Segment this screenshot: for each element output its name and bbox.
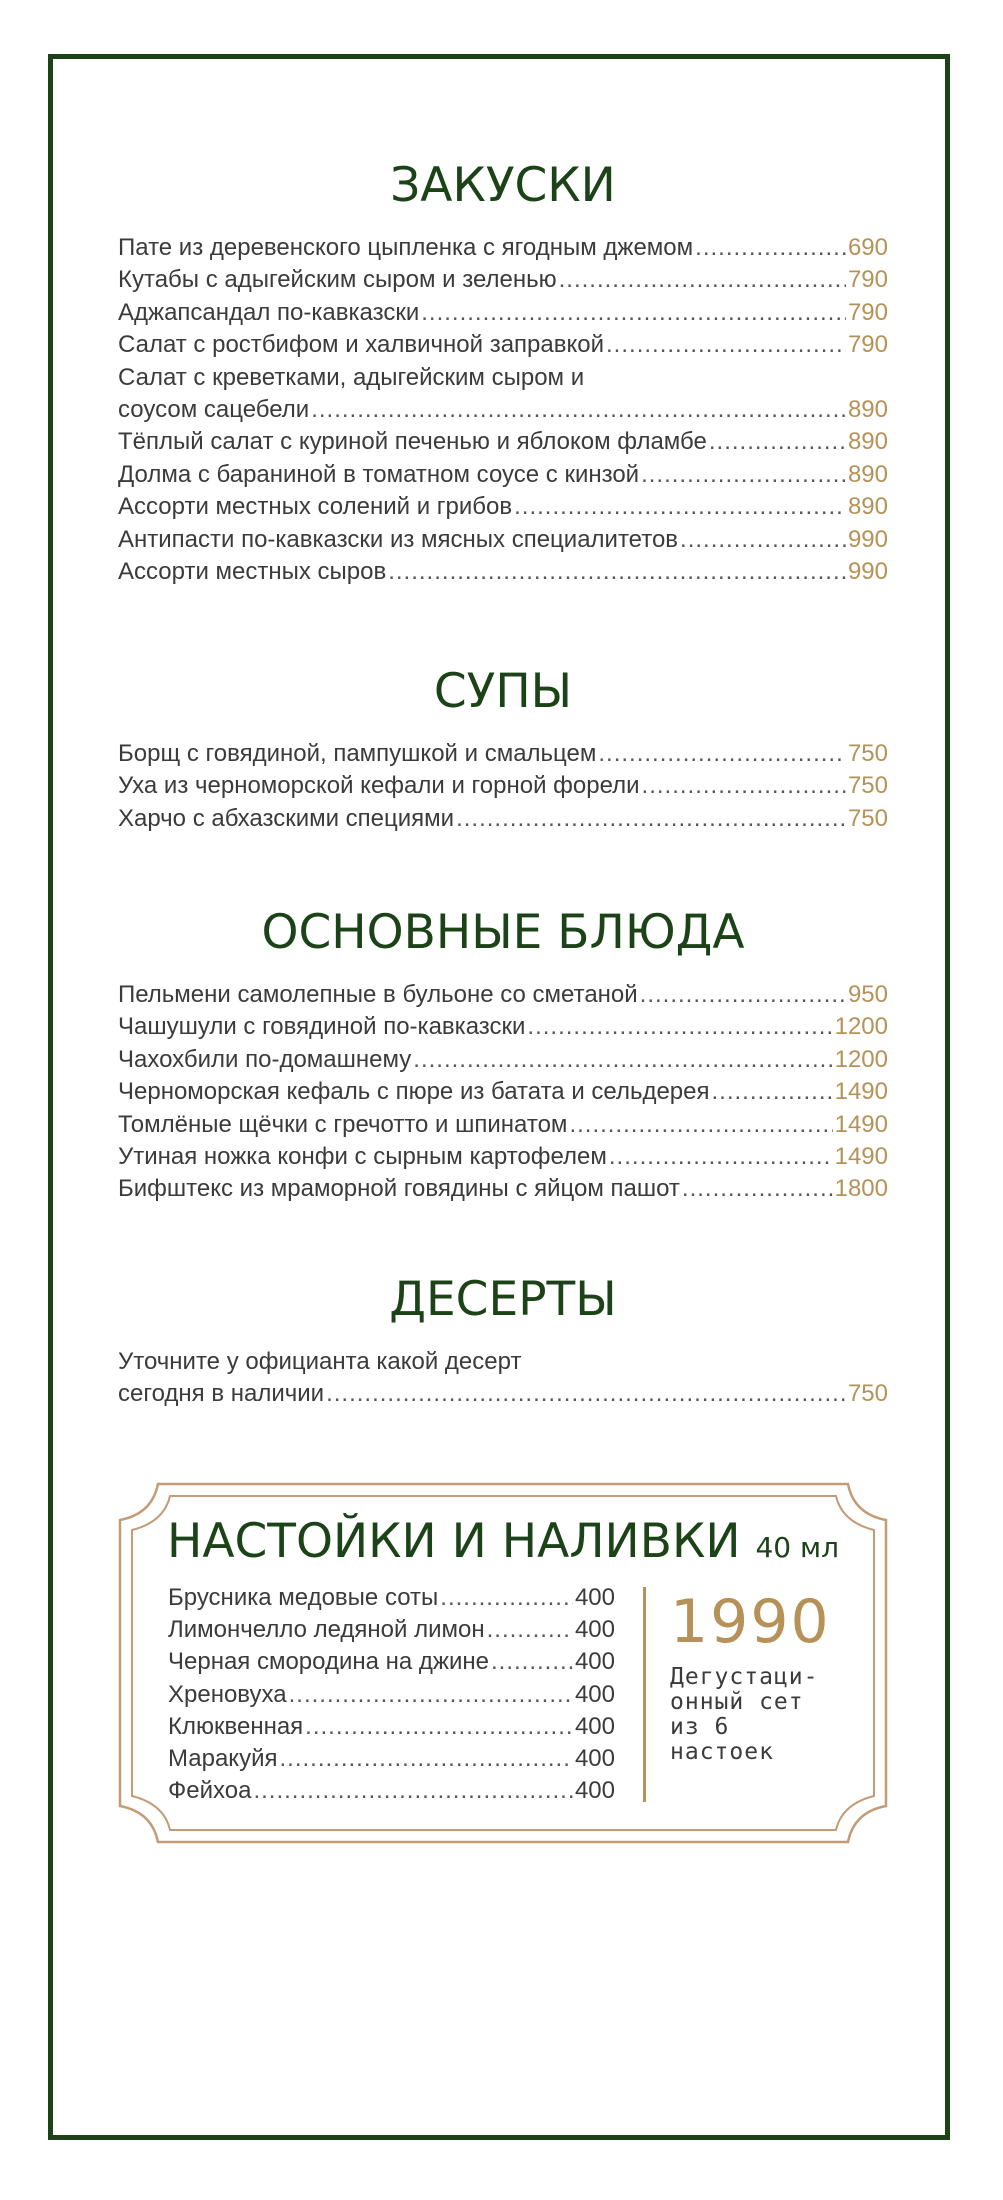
menu-item	[118, 426, 888, 458]
item-name: Ассорти местных сыров	[118, 558, 387, 586]
item-price: 750	[847, 1380, 888, 1408]
menu-item	[118, 1109, 888, 1141]
section-title-osnovnye: ОСНОВНЫЕ БЛЮДА	[261, 905, 745, 960]
item-name: Бифштекс из мраморной говядины с яйцом пашот	[118, 1175, 680, 1203]
nastoyki-list	[168, 1582, 615, 1807]
leader-dots	[514, 491, 846, 523]
leader-dots	[642, 770, 846, 802]
section-title-zakuski: ЗАКУСКИ	[390, 158, 616, 213]
leader-dots	[421, 297, 846, 329]
item-name-line2: соусом сацебели	[118, 396, 310, 424]
item-name: Уха из черноморской кефали и горной форели	[118, 772, 640, 800]
item-name: Пельмени самолепные в бульоне со сметаной	[118, 981, 638, 1008]
menu-item	[118, 1346, 888, 1411]
tasting-set-desc-line: Дегустаци-	[670, 1664, 819, 1690]
nastoyki-title	[118, 1514, 888, 1576]
leader-dots	[305, 1711, 573, 1743]
section-title-supy: СУПЫ	[433, 664, 573, 719]
leader-dots	[487, 1614, 573, 1646]
item-name: Салат с ростбифом и халвичной заправкой	[118, 331, 605, 359]
item-name: Тёплый салат с куриной печенью и яблоком фламбе	[118, 428, 707, 456]
item-price: 1490	[834, 1110, 888, 1138]
item-name: Харчо с абхазскими специями	[118, 804, 455, 832]
item-price: 400	[574, 1616, 615, 1644]
menu-item	[168, 1646, 615, 1678]
item-price: 400	[574, 1777, 615, 1805]
item-name: Маракуйя	[168, 1745, 278, 1773]
leader-dots	[413, 1044, 832, 1076]
menu-item	[168, 1775, 615, 1807]
item-price: 690	[847, 234, 888, 261]
leader-dots	[640, 979, 846, 1011]
leader-dots	[311, 394, 846, 426]
menu-item	[118, 329, 888, 361]
item-price: 400	[574, 1680, 615, 1708]
item-price: 950	[847, 981, 888, 1008]
leader-dots	[641, 459, 846, 491]
item-price: 400	[574, 1584, 615, 1611]
zakuski-list	[118, 232, 888, 588]
menu-item	[118, 738, 888, 770]
menu-item	[118, 556, 888, 588]
menu-item	[118, 1076, 888, 1108]
item-price: 890	[847, 493, 888, 521]
leader-dots	[682, 1173, 833, 1205]
menu-item	[168, 1711, 615, 1743]
item-price: 400	[574, 1745, 615, 1773]
item-price: 790	[847, 298, 888, 326]
item-name: Клюквенная	[168, 1712, 304, 1740]
leader-dots	[680, 524, 846, 556]
item-name: Аджапсандал по-кавказски	[118, 298, 420, 326]
item-price: 1200	[834, 1045, 888, 1073]
item-price: 990	[847, 525, 888, 553]
item-price: 790	[847, 266, 888, 294]
menu-item	[118, 803, 888, 835]
menu-item	[168, 1614, 615, 1646]
item-name: Черноморская кефаль с пюре из батата и сельдерея	[118, 1078, 710, 1106]
menu-item	[118, 1044, 888, 1076]
item-price: 400	[574, 1648, 615, 1676]
item-name: Утиная ножка конфи с сырным картофелем	[118, 1143, 607, 1171]
item-price: 1800	[834, 1175, 888, 1203]
item-name: Томлёные щёчки с гречотто и шпинатом	[118, 1110, 568, 1138]
item-price: 1490	[834, 1078, 888, 1106]
item-name: Ассорти местных солений и грибов	[118, 493, 513, 521]
nastoyki-unit: 40 мл	[755, 1531, 840, 1564]
menu-item	[118, 1141, 888, 1173]
tasting-set	[670, 1587, 870, 1765]
leader-dots	[326, 1378, 846, 1410]
item-name: Кутабы с адыгейским сыром и зеленью	[118, 266, 557, 294]
item-name: Фейхоа	[168, 1777, 252, 1805]
supy-list	[118, 738, 888, 835]
item-price: 890	[847, 396, 888, 424]
item-price: 750	[847, 804, 888, 832]
leader-dots	[491, 1646, 573, 1678]
section-supy	[118, 664, 888, 835]
leader-dots	[598, 738, 846, 770]
menu-item	[168, 1679, 615, 1711]
menu-item	[118, 297, 888, 329]
item-name-line1: Салат с креветками, адыгейским сыром и	[118, 363, 585, 391]
item-name: Лимончелло ледяной лимон	[168, 1616, 485, 1644]
item-price: 790	[847, 331, 888, 359]
item-name: Долма с бараниной в томатном соусе с кинзой	[118, 460, 640, 488]
item-name-line1: Уточните у официанта какой десерт	[118, 1348, 522, 1375]
leader-dots	[279, 1743, 572, 1775]
menu-item	[118, 1173, 888, 1205]
menu-item	[118, 232, 888, 264]
item-name-line2: сегодня в наличии	[118, 1380, 325, 1408]
menu-item	[118, 979, 888, 1011]
item-price: 1490	[834, 1143, 888, 1171]
leader-dots	[527, 1011, 832, 1043]
menu-item	[118, 459, 888, 491]
leader-dots	[253, 1775, 573, 1807]
item-price: 890	[847, 428, 888, 456]
item-name: Хреновуха	[168, 1680, 287, 1708]
item-price: 400	[574, 1712, 615, 1740]
osnovnye-list	[118, 979, 888, 1206]
item-name: Антипасти по-кавказски из мясных специалитетов	[118, 525, 679, 553]
tasting-set-desc-line: из 6	[670, 1714, 730, 1740]
leader-dots	[606, 329, 846, 361]
vertical-divider	[643, 1587, 646, 1802]
leader-dots	[609, 1141, 833, 1173]
leader-dots	[559, 264, 846, 296]
deserty-list	[118, 1346, 888, 1411]
leader-dots	[289, 1679, 573, 1711]
section-title-deserty: ДЕСЕРТЫ	[389, 1272, 617, 1327]
item-name: Борщ с говядиной, пампушкой и смальцем	[118, 740, 597, 767]
tasting-set-desc-line: настоек	[670, 1739, 774, 1765]
menu-item	[118, 770, 888, 802]
menu-item	[168, 1743, 615, 1775]
item-name: Чашушули с говядиной по-кавказски	[118, 1013, 526, 1041]
tasting-set-description	[670, 1665, 870, 1765]
section-zakuski	[118, 158, 888, 588]
menu-item	[118, 264, 888, 296]
item-price: 990	[847, 558, 888, 586]
menu-item	[118, 1011, 888, 1043]
leader-dots	[569, 1109, 832, 1141]
menu-item	[168, 1582, 615, 1614]
leader-dots	[712, 1076, 833, 1108]
menu-item	[118, 524, 888, 556]
menu-item	[118, 491, 888, 523]
item-price: 1200	[834, 1013, 888, 1041]
tasting-set-desc-line: онный сет	[670, 1689, 804, 1715]
item-name: Пате из деревенского цыпленка с ягодным джемом	[118, 234, 694, 261]
item-price: 890	[847, 460, 888, 488]
leader-dots	[456, 803, 846, 835]
tasting-set-price: 1990	[670, 1587, 831, 1657]
item-name: Черная смородина на джине	[168, 1648, 489, 1676]
menu-item	[118, 362, 888, 427]
item-price: 750	[847, 772, 888, 800]
section-osnovnye	[118, 905, 888, 1206]
item-price: 750	[847, 740, 888, 767]
item-name: Брусника медовые соты	[168, 1584, 439, 1611]
nastoyki-box	[118, 1482, 888, 1844]
nastoyki-title-text: НАСТОЙКИ И НАЛИВКИ	[166, 1514, 741, 1569]
leader-dots	[695, 232, 846, 264]
leader-dots	[388, 556, 846, 588]
section-deserty	[118, 1272, 888, 1411]
leader-dots	[440, 1582, 573, 1614]
item-name: Чахохбили по-домашнему	[118, 1045, 412, 1073]
leader-dots	[709, 426, 846, 458]
